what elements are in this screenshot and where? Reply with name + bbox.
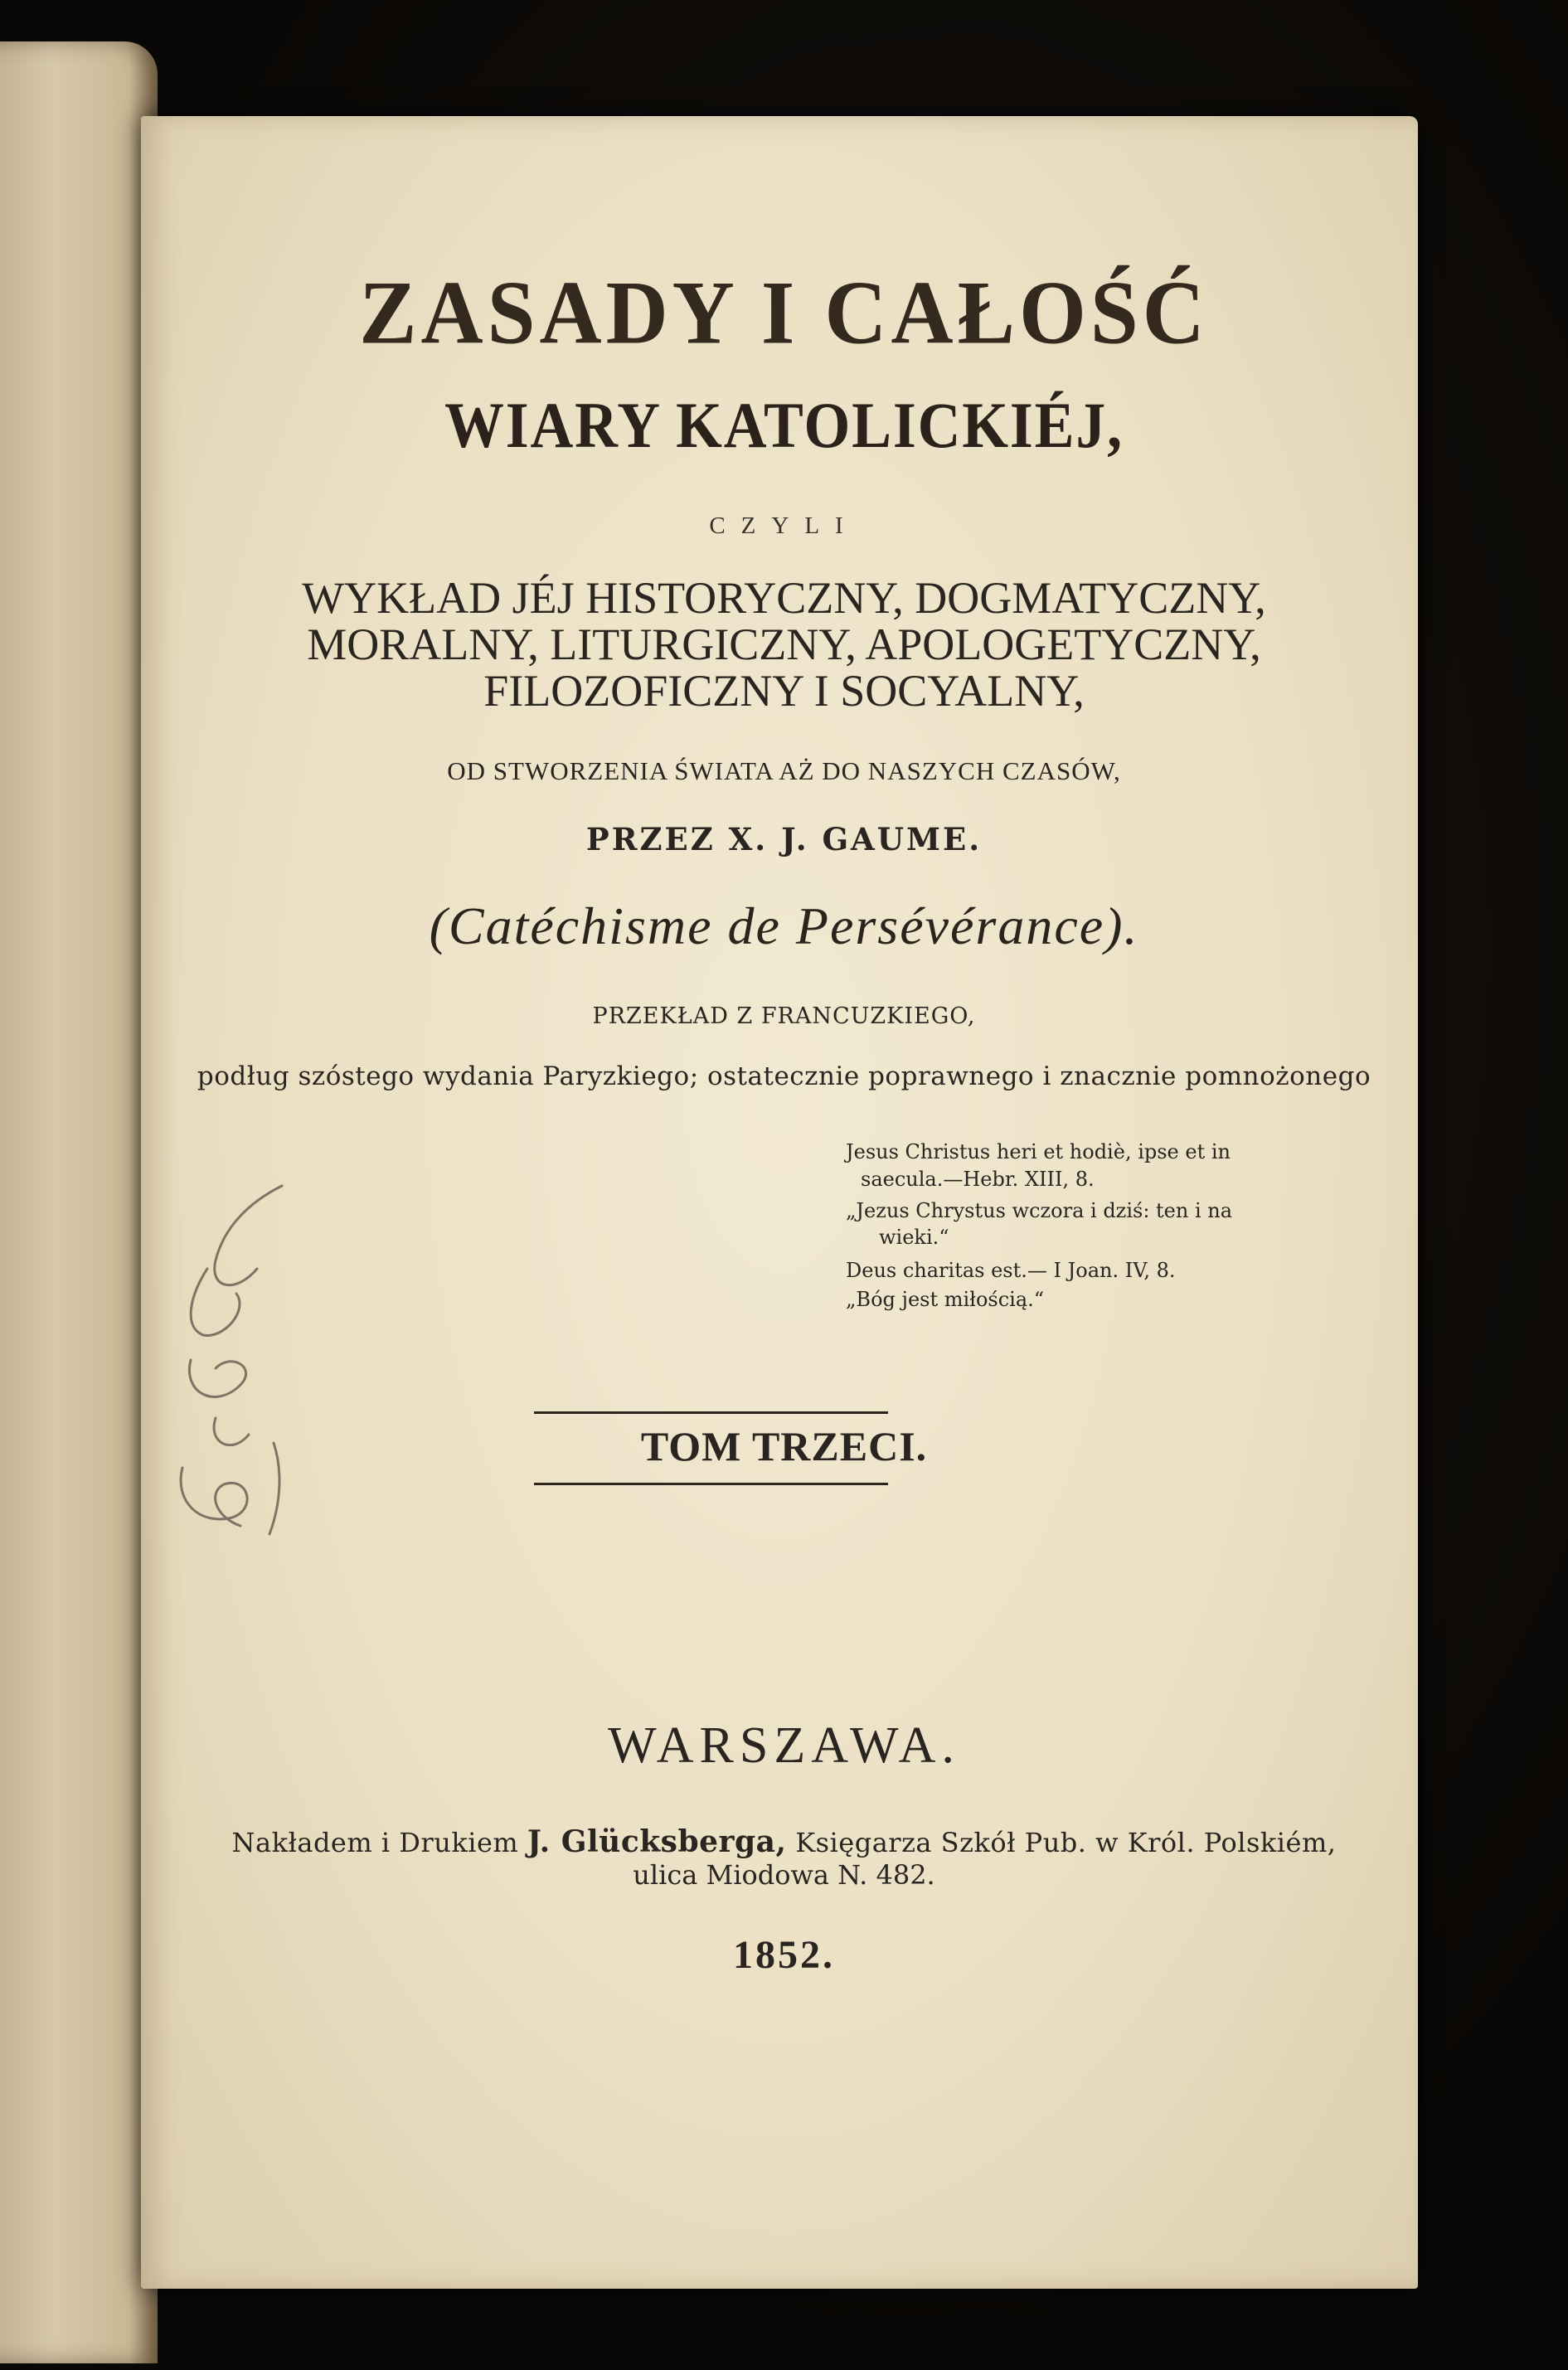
imprint-publisher xyxy=(0,1824,1568,1859)
volume-label: TOM TRZECI. xyxy=(640,1423,928,1469)
handwritten-shelfmark xyxy=(158,1169,323,1567)
epigraph-line-3: „Jezus Chrystus wczora i dziś: ten i na xyxy=(846,1199,1233,1222)
publisher-name: J. Glücksberga, xyxy=(527,1824,787,1859)
edition-note: podług szóstego wydania Paryzkiego; ostatecznie poprawnego i znacznie pomnożonego xyxy=(197,1061,1371,1091)
czyli-label: CZYLI xyxy=(709,512,859,539)
title-line-1: ZASADY I CAŁOŚĆ xyxy=(359,263,1209,363)
epigraph-line-1: Jesus Christus heri et hodiè, ipse et in xyxy=(846,1140,1231,1163)
scope-line: OD STWORZENIA ŚWIATA AŻ DO NASZYCH CZASÓW, xyxy=(447,756,1121,785)
subtitle-line-1: WYKŁAD JÉJ HISTORYCZNY, DOGMATYCZNY, xyxy=(302,573,1266,623)
title-line-2: WIARY KATOLICKIÉJ, xyxy=(444,389,1124,461)
publisher-suffix: Księgarza Szkół Pub. w Król. Polskiém, xyxy=(786,1827,1337,1858)
imprint-address: ulica Miodowa N. 482. xyxy=(633,1859,935,1891)
original-title: (Catéchisme de Persévérance). xyxy=(429,896,1139,955)
epigraph-line-2: saecula.—Hebr. XIII, 8. xyxy=(861,1168,1095,1191)
imprint-city: WARSZAWA. xyxy=(608,1717,960,1774)
translation-note: PRZEKŁAD Z FRANCUZKIEGO, xyxy=(592,1003,976,1029)
epigraph-line-5: Deus charitas est.— I Joan. IV, 8. xyxy=(846,1259,1176,1282)
epigraph-line-6: „Bóg jest miłością.“ xyxy=(846,1288,1045,1311)
subtitle-line-3: FILOZOFICZNY I SOCYALNY, xyxy=(483,666,1085,716)
epigraph-line-4: wieki.“ xyxy=(879,1226,949,1249)
volume-rule-bottom xyxy=(534,1483,888,1485)
author-line: PRZEZ X. J. GAUME. xyxy=(585,821,983,857)
imprint-year: 1852. xyxy=(733,1933,835,1977)
subtitle-line-2: MORALNY, LITURGICZNY, APOLOGETYCZNY, xyxy=(307,619,1261,669)
publisher-prefix: Nakładem i Drukiem xyxy=(231,1827,527,1858)
volume-rule-top xyxy=(534,1411,888,1414)
